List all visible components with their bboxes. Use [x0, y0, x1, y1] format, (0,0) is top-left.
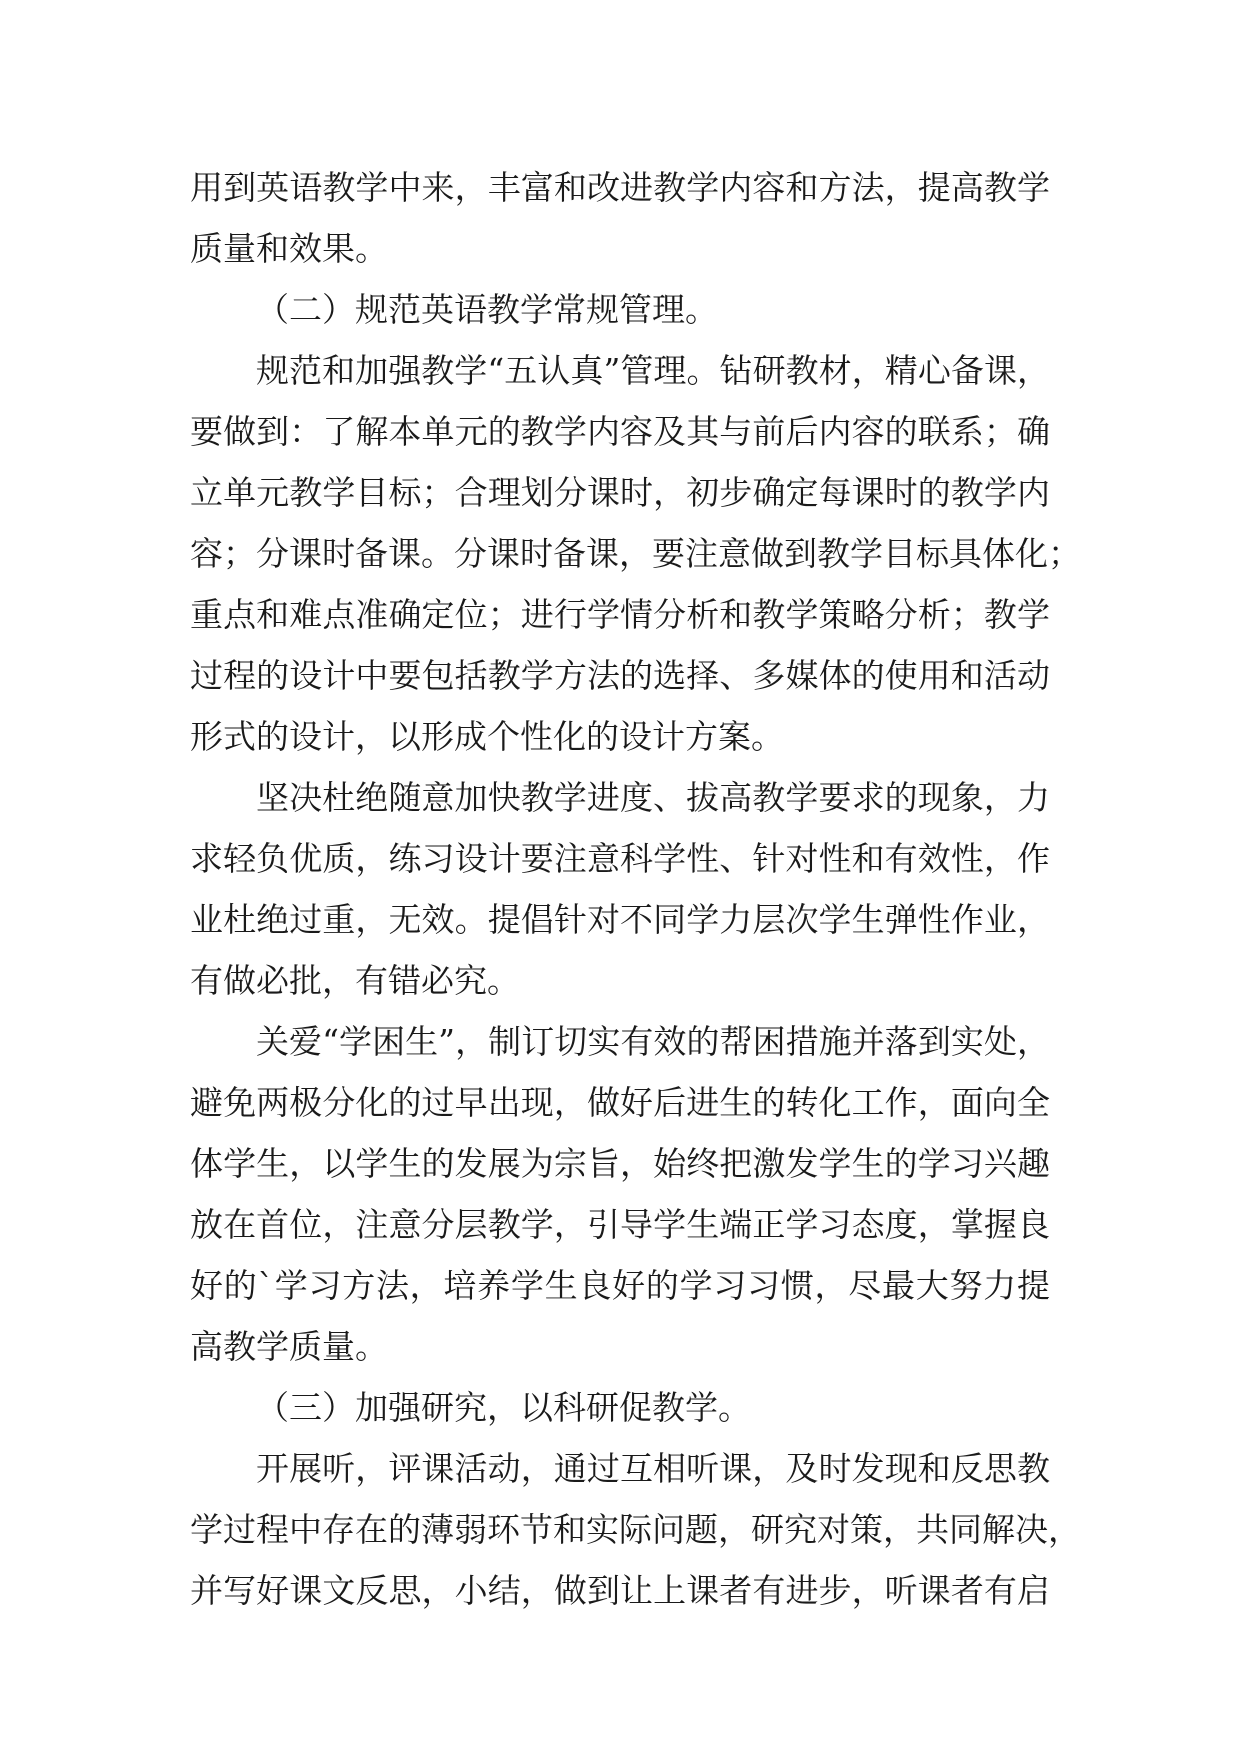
text-line-17: 体学生，以学生的发展为宗旨，始终把激发学生的学习兴趣 [190, 1144, 1050, 1183]
text-line-8: 重点和难点准确定位；进行学情分析和教学策略分析；教学 [190, 595, 1050, 634]
text-line-11: 坚决杜绝随意加快教学进度、拔高教学要求的现象，力 [256, 778, 1050, 817]
text-line-1: 用到英语教学中来，丰富和改进教学内容和方法，提高教学 [190, 168, 1050, 207]
text-line-20: 高教学质量。 [190, 1327, 388, 1366]
text-line-6: 立单元教学目标；合理划分课时，初步确定每课时的教学内 [190, 473, 1050, 512]
text-line-19: 好的`学习方法，培养学生良好的学习习惯，尽最大努力提 [190, 1266, 1050, 1305]
text-line-18: 放在首位，注意分层教学，引导学生端正学习态度，掌握良 [190, 1205, 1050, 1244]
document-page [190, 157, 1081, 1621]
text-line-13: 业杜绝过重，无效。提倡针对不同学力层次学生弹性作业， [190, 900, 1050, 939]
text-line-14: 有做必批，有错必究。 [190, 961, 520, 1000]
text-line-24: 并写好课文反思，小结，做到让上课者有进步，听课者有启 [190, 1571, 1050, 1610]
text-line-9: 过程的设计中要包括教学方法的选择、多媒体的使用和活动 [190, 656, 1050, 695]
text-line-4: 规范和加强教学“五认真”管理。钻研教材，精心备课， [256, 351, 1050, 390]
text-line-10: 形式的设计，以形成个性化的设计方案。 [190, 717, 784, 756]
text-line-2: 质量和效果。 [190, 229, 388, 268]
text-line-7: 容；分课时备课。分课时备课，要注意做到教学目标具体化； [190, 534, 1081, 573]
section-heading-3: （三）加强研究，以科研促教学。 [256, 1388, 751, 1427]
section-heading-2: （二）规范英语教学常规管理。 [256, 290, 718, 329]
text-line-23: 学过程中存在的薄弱环节和实际问题，研究对策，共同解决， [190, 1510, 1081, 1549]
text-line-22: 开展听，评课活动，通过互相听课，及时发现和反思教 [256, 1449, 1050, 1488]
text-line-15: 关爱“学困生”，制订切实有效的帮困措施并落到实处， [256, 1022, 1050, 1061]
text-line-16: 避免两极分化的过早出现，做好后进生的转化工作，面向全 [190, 1083, 1050, 1122]
text-line-12: 求轻负优质，练习设计要注意科学性、针对性和有效性，作 [190, 839, 1050, 878]
text-line-5: 要做到：了解本单元的教学内容及其与前后内容的联系；确 [190, 412, 1050, 451]
